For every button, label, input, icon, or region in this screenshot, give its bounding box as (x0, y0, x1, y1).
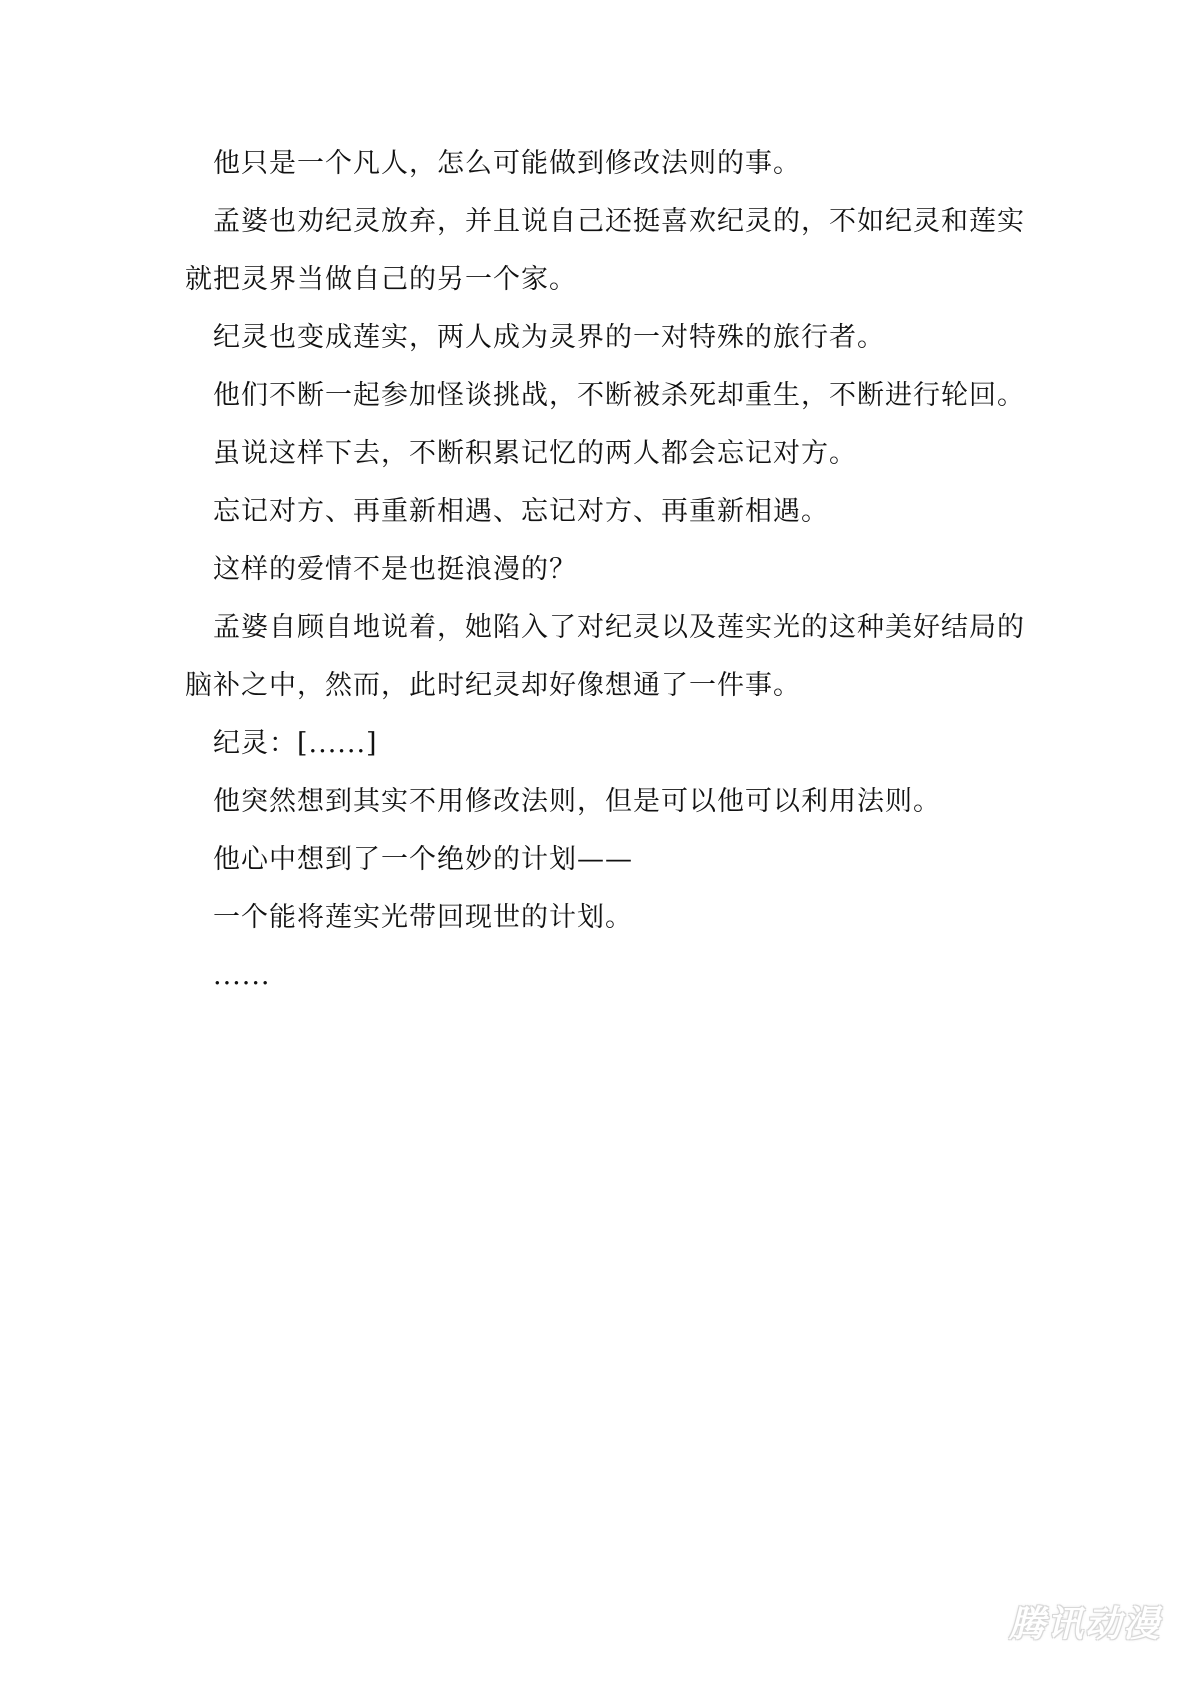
paragraph-line: ...... (213, 960, 271, 991)
paragraph-line: 他突然想到其实不用修改法则，但是可以他可以利用法则。 (213, 786, 941, 817)
paragraph-line: 脑补之中，然而，此时纪灵却好像想通了一件事。 (185, 670, 801, 701)
paragraph-line: 这样的爱情不是也挺浪漫的？ (213, 554, 577, 585)
paragraph-line: 就把灵界当做自己的另一个家。 (185, 264, 577, 295)
paragraph-line: 一个能将莲实光带回现世的计划。 (213, 902, 633, 933)
paragraph-line: 他心中想到了一个绝妙的计划—— (213, 844, 633, 875)
watermark-text: 腾讯动漫 (1008, 1604, 1161, 1645)
paragraph-line: 他们不断一起参加怪谈挑战，不断被杀死却重生，不断进行轮回。 (213, 380, 1025, 411)
paragraph-line: 虽说这样下去，不断积累记忆的两人都会忘记对方。 (213, 438, 857, 469)
paragraph-line: 纪灵：[......] (213, 728, 378, 759)
paragraph-line: 忘记对方、再重新相遇、忘记对方、再重新相遇。 (213, 496, 829, 527)
watermark-logo (990, 1595, 1180, 1655)
paragraph-line: 孟婆也劝纪灵放弃，并且说自己还挺喜欢纪灵的，不如纪灵和莲实 (213, 206, 1025, 237)
paragraph-line: 纪灵也变成莲实，两人成为灵界的一对特殊的旅行者。 (213, 322, 885, 353)
paragraph-line: 他只是一个凡人，怎么可能做到修改法则的事。 (213, 148, 801, 179)
paragraph-line: 孟婆自顾自地说着，她陷入了对纪灵以及莲实光的这种美好结局的 (213, 612, 1025, 643)
